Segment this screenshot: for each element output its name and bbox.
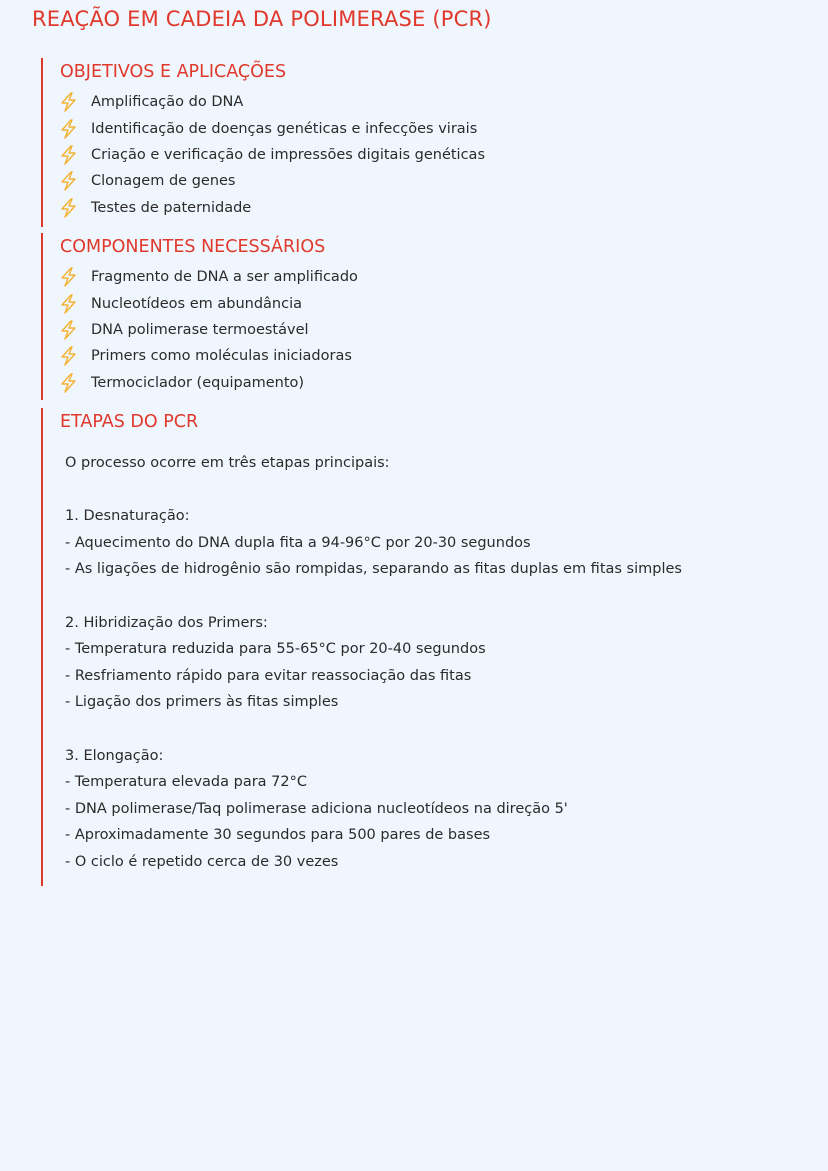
step-line: - Temperatura reduzida para 55-65°C por 20-40 segundos [65,641,486,658]
section-componentes [41,233,358,400]
step-title: 2. Hibridização dos Primers: [65,614,268,631]
step-title: 3. Elongação: [65,747,164,764]
list-item-text: Termociclador (equipamento) [91,374,305,391]
lightning-bolt-icon [60,171,77,191]
section-objetivos [41,58,485,227]
lightning-bolt-icon [60,198,77,218]
list-item-text: Identificação de doenças genéticas e infecções virais [91,120,478,137]
list-item-text: Nucleotídeos em abundância [91,295,302,312]
section-heading: OBJETIVOS E APLICAÇÕES [60,62,287,82]
lightning-bolt-icon [60,294,77,314]
list-item [60,142,485,168]
section-etapas [41,408,682,886]
lightning-bolt-icon [60,145,77,165]
list-item-text: Fragmento de DNA a ser amplificado [91,269,358,286]
list-item-text: Clonagem de genes [91,173,236,190]
intro-text: O processo ocorre em três etapas principais: [65,455,390,471]
list-item [60,264,358,290]
bullet-list [60,89,485,221]
list-item [60,370,358,396]
list-item [60,290,358,316]
step-title: 1. Desnaturação: [65,508,190,525]
list-item-text: Amplificação do DNA [91,94,244,111]
step-line: - DNA polimerase/Taq polimerase adiciona nucleotídeos na direção 5' [65,800,568,817]
list-item [60,195,485,221]
list-item [60,343,358,369]
list-item-text: Primers como moléculas iniciadoras [91,348,352,365]
bullet-list [60,264,358,396]
list-item [60,317,358,343]
list-item-text: DNA polimerase termoestável [91,321,309,338]
step-line: - Aproximadamente 30 segundos para 500 pares de bases [65,827,491,844]
step-line: - O ciclo é repetido cerca de 30 vezes [65,853,339,870]
step-line: - Resfriamento rápido para evitar reassociação das fitas [65,667,472,684]
step-line: - Aquecimento do DNA dupla fita a 94-96°C por 20-30 segundos [65,534,531,551]
lightning-bolt-icon [60,119,77,139]
lightning-bolt-icon [60,346,77,366]
lightning-bolt-icon [60,373,77,393]
page-title: REAÇÃO EM CADEIA DA POLIMERASE (PCR) [32,7,492,31]
list-item [60,168,485,194]
step-line: - Ligação dos primers às fitas simples [65,694,339,711]
lightning-bolt-icon [60,267,77,287]
step-line: - As ligações de hidrogênio são rompidas, separando as fitas duplas em fitas simples [65,561,682,578]
list-item [60,89,485,115]
section-heading: COMPONENTES NECESSÁRIOS [60,237,326,257]
list-item [60,115,485,141]
lightning-bolt-icon [60,320,77,340]
list-item-text: Criação e verificação de impressões digitais genéticas [91,146,485,163]
step-line: - Temperatura elevada para 72°C [65,774,307,791]
lightning-bolt-icon [60,92,77,112]
section-heading: ETAPAS DO PCR [60,412,199,432]
list-item-text: Testes de paternidade [91,199,252,216]
steps-block [65,450,682,876]
